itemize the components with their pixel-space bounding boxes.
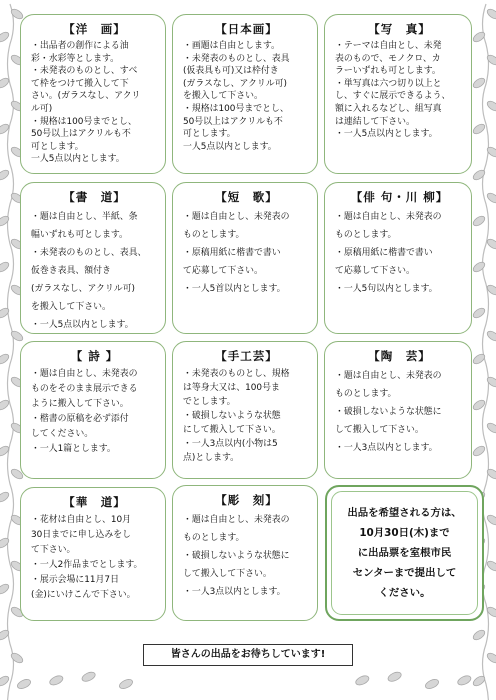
card-line: 幅いずれも可とします。: [31, 230, 128, 240]
card-line: ・テーマは自由とし、未発: [335, 41, 442, 51]
card-line: て応募して下さい。: [183, 266, 263, 276]
card-line: ・題は自由とし、未発表の: [183, 212, 290, 222]
leaf-icon: [0, 214, 10, 227]
card-line: 彩・水彩等とします。: [31, 53, 120, 64]
card-body: [31, 367, 158, 457]
card-japanese-painting: [172, 14, 318, 174]
submission-notice-line: センターまで提出して: [352, 567, 457, 579]
leaf-icon: [424, 678, 440, 691]
leaf-icon: [472, 30, 487, 43]
card-line: ・原稿用紙に楷書で書い: [183, 248, 281, 258]
card-title: 【洋 画】: [63, 22, 126, 36]
card-line: 一人5点以内とします。: [31, 154, 125, 165]
card-line: 50号以上はアクリルも不: [183, 116, 283, 127]
leaf-icon: [0, 168, 10, 181]
card-line: し、すぐに展示できるよう、: [335, 91, 451, 102]
card-line: 30日までに申し込みをし: [31, 530, 132, 540]
card-line: ・原稿用紙に楷書で書い: [335, 248, 433, 258]
card-line: ・一人5首以内とします。: [183, 284, 286, 294]
footer-message: 皆さんの出品をお待ちしています!: [143, 644, 353, 666]
card-line: ものとします。: [335, 230, 397, 240]
leaf-icon: [0, 352, 10, 365]
card-line: ・一人1篇とします。: [31, 444, 116, 454]
leaf-icon: [118, 678, 134, 691]
card-body: [335, 367, 464, 457]
card-line: ものをそのまま展示できる: [31, 384, 138, 394]
card-line: (ガラスなし、アクリル可): [31, 284, 136, 294]
card-title: 【写 真】: [368, 22, 431, 36]
card-line: は等身大又は、100号ま: [183, 383, 280, 393]
card-body: [335, 208, 464, 298]
card-line: ・一人3点以内(小物は5: [183, 439, 278, 449]
card-body: [31, 208, 158, 334]
leaf-icon: [354, 674, 370, 687]
leaf-icon: [486, 375, 496, 388]
card-line: て応募して下さい。: [335, 266, 415, 276]
leaf-icon: [472, 76, 487, 89]
submission-notice-line: 10月30日(木)まで: [359, 527, 450, 539]
leaf-icon: [456, 674, 472, 687]
leaf-icon: [472, 628, 487, 641]
card-line: ・一人5点以内とします。: [335, 129, 438, 140]
card-line: さい。(ガラスなし、アクリ: [31, 91, 141, 102]
card-line: ・一人5点以内とします。: [31, 320, 134, 330]
card-line: ・破損しないような状態に: [335, 407, 442, 417]
leaf-icon: [486, 99, 496, 112]
card-title: 【書 道】: [63, 190, 126, 204]
card-title: 【短 歌】: [215, 190, 278, 204]
leaf-icon: [48, 674, 64, 687]
leaf-icon: [16, 678, 32, 691]
leaf-icon: [81, 670, 97, 683]
card-line: は連結して下さい。: [335, 116, 415, 127]
card-line: ・題は自由とし、未発表の: [335, 371, 442, 381]
card-line: ・破損しないような状態: [183, 411, 281, 421]
leaf-icon: [486, 421, 496, 434]
card-line: ・題は自由とし、未発表の: [31, 369, 138, 379]
card-line: (仮表具も可)又は枠付き: [183, 66, 279, 77]
card-body: [183, 208, 310, 298]
card-line: ・題は自由とし、半紙、条: [31, 212, 138, 222]
card-line: ・一人3点以内とします。: [335, 443, 438, 453]
leaf-icon: [486, 329, 496, 342]
card-line: ル可): [31, 103, 53, 114]
card-line: ・題は自由とし、未発表の: [183, 515, 290, 525]
card-title: 【陶 芸】: [368, 349, 431, 363]
leaf-icon: [486, 7, 496, 20]
card-line: ・規格は100号までとし、: [31, 116, 137, 127]
card-line: ・未発表のものとし、表具: [183, 53, 290, 64]
card-ikebana: [20, 487, 166, 621]
submission-notice-line: に出品票を室根市民: [357, 547, 452, 559]
card-title: 【日本画】: [215, 22, 278, 36]
leaf-icon: [387, 670, 403, 683]
card-title: 【華 道】: [63, 495, 126, 509]
card-ceramics: [324, 341, 472, 479]
leaf-icon: [486, 191, 496, 204]
card-line: してください。: [31, 429, 94, 439]
vine-stem: [8, 4, 14, 700]
card-line: て枠をつけて搬入して下: [31, 78, 129, 89]
card-line: て下さい。: [31, 545, 76, 555]
card-haiku-senryu: [324, 182, 472, 334]
card-body: [335, 40, 464, 141]
card-photography: [324, 14, 472, 174]
card-western-painting: [20, 14, 166, 174]
card-line: ・楷書の原稿を必ず添付: [31, 414, 129, 424]
card-title: 【 詩 】: [70, 349, 119, 363]
card-body: [31, 40, 158, 166]
submission-notice: [325, 485, 484, 621]
leaf-icon: [486, 651, 496, 664]
card-line: ・規格は100号までとし、: [183, 103, 289, 114]
card-calligraphy: [20, 182, 166, 334]
card-line: ・単写真は六つ切り以上と: [335, 78, 442, 89]
card-title: 【彫 刻】: [215, 493, 278, 507]
card-line: ・未発表のものとし、規格: [183, 369, 290, 379]
card-line: 50号以上はアクリルも不: [31, 129, 131, 140]
card-line: ・画題は自由とします。: [183, 41, 280, 51]
card-line: を搬入して下さい。: [183, 91, 263, 102]
card-line: 額に入れるなどし、組写真: [335, 103, 442, 114]
card-sculpture: [172, 485, 318, 621]
leaf-icon: [0, 674, 10, 687]
card-line: して搬入して下さい。: [183, 569, 272, 579]
submission-notice-line: ください。: [378, 587, 431, 599]
card-body: [183, 511, 310, 601]
card-line: 一人5点以内とします。: [183, 141, 277, 152]
leaf-icon: [472, 260, 487, 273]
card-line: にして搬入して下さい。: [183, 425, 281, 435]
card-title: 【俳 句・川 柳】: [350, 190, 449, 204]
card-line: ・一人5句以内とします。: [335, 284, 438, 294]
leaf-icon: [486, 513, 496, 526]
card-line: ・題は自由とし、未発表の: [335, 212, 442, 222]
card-body: [31, 513, 158, 603]
leaf-icon: [472, 214, 487, 227]
card-line: ものとします。: [335, 389, 397, 399]
card-line: ・一人2作品までとします。: [31, 560, 143, 570]
card-line: ・花材は自由とし、10月: [31, 515, 132, 525]
card-body: [183, 40, 310, 153]
leaf-icon: [472, 352, 487, 365]
card-line: ・未発表のものとし、表具、: [31, 248, 147, 258]
card-line: (金)にいけこんで下さい。: [31, 590, 136, 600]
leaf-icon: [472, 306, 487, 319]
card-line: を搬入して下さい。: [31, 302, 111, 312]
leaf-icon: [472, 444, 487, 457]
leaf-icon: [0, 490, 10, 503]
leaf-icon: [0, 260, 10, 273]
card-line: ・出品者の創作による油: [31, 41, 129, 51]
card-line: 表のもので、モノクロ、カ: [335, 53, 441, 64]
card-line: ものとします。: [183, 230, 245, 240]
leaf-icon: [0, 30, 10, 43]
leaf-icon: [0, 536, 10, 549]
card-line: ラーいずれも可とします。: [335, 66, 441, 77]
card-line: ・未発表のものとし、すべ: [31, 66, 138, 77]
card-line: ・一人3点以内とします。: [183, 587, 286, 597]
card-line: 可とします。: [183, 129, 236, 140]
card-line: ように搬入して下さい。: [31, 399, 129, 409]
card-tanka: [172, 182, 318, 334]
card-line: ・展示会場に11月7日: [31, 575, 119, 585]
leaf-icon: [472, 122, 487, 135]
submission-notice-line: 出品を希望される方は、: [347, 507, 462, 519]
card-line: 可とします。: [31, 141, 84, 152]
leaf-icon: [10, 651, 25, 664]
card-line: して搬入して下さい。: [335, 425, 424, 435]
card-line: (ガラスなし、アクリル可): [183, 78, 288, 89]
leaf-icon: [486, 53, 496, 66]
card-line: 点)とします。: [183, 453, 240, 463]
submission-notice-text: [331, 491, 478, 615]
card-line: ものとします。: [183, 533, 245, 543]
card-handicraft: [172, 341, 318, 479]
leaf-icon: [0, 582, 10, 595]
card-title: 【手工芸】: [215, 349, 278, 363]
card-line: ・破損しないような状態に: [183, 551, 290, 561]
card-line: 仮巻き表具、額付き: [31, 266, 111, 276]
card-body: [183, 367, 310, 465]
card-poetry: [20, 341, 166, 479]
card-line: でとします。: [183, 397, 236, 407]
